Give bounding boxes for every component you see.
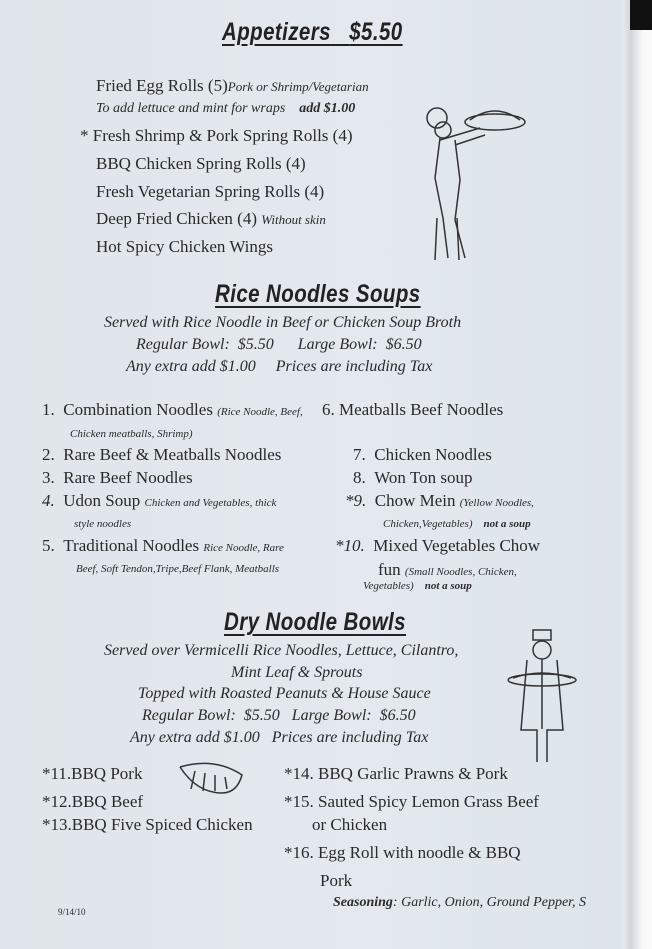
- soup-item: 5. Traditional Noodles Rice Noodle, Rare: [42, 536, 284, 555]
- seasoning-note: Seasoning: Garlic, Onion, Ground Pepper, S: [333, 895, 587, 910]
- dry-item: *14. BBQ Garlic Prawns & Pork: [284, 764, 508, 783]
- soup-item-note: Beef, Soft Tendon,Tripe,Beef Flank, Meatballs: [76, 563, 280, 575]
- dry-prices: Regular Bowl: $5.50 Large Bowl: $6.50: [142, 707, 416, 724]
- appetizer-item: Deep Fried Chicken (4) Without skin: [96, 209, 326, 228]
- soup-item-note: Vegetables) not a soup: [363, 580, 472, 592]
- soup-item: 8. Won Ton soup: [353, 468, 473, 487]
- page-edge: [622, 0, 652, 949]
- dry-item: *12.BBQ Beef: [42, 792, 144, 811]
- dry-item: or Chicken: [312, 815, 388, 834]
- date-stamp: 9/14/10: [58, 907, 86, 917]
- dry-item: Pork: [320, 871, 353, 890]
- appetizer-item: Fresh Vegetarian Spring Rolls (4): [96, 182, 325, 201]
- soup-item: 6. Meatballs Beef Noodles: [322, 400, 504, 419]
- soups-prices: Regular Bowl: $5.50 Large Bowl: $6.50: [136, 336, 422, 353]
- soup-item-note: style noodles: [74, 518, 132, 530]
- soups-extra: Any extra add $1.00 Prices are including Tax: [126, 358, 433, 375]
- soup-item: 2. Rare Beef & Meatballs Noodles: [42, 445, 282, 464]
- shrimp-illustration: [175, 757, 250, 797]
- soup-item: *10. Mixed Vegetables Chow: [335, 536, 541, 555]
- scan-corner: [630, 0, 652, 30]
- appetizer-item: BBQ Chicken Spring Rolls (4): [96, 154, 306, 173]
- appetizers-title: Appetizers $5.50: [222, 18, 403, 46]
- dry-title: Dry Noodle Bowls: [224, 608, 406, 636]
- soup-item: 3. Rare Beef Noodles: [42, 468, 193, 487]
- appetizer-item: To add lettuce and mint for wraps add $1.00: [96, 101, 356, 116]
- soup-item: 1. Combination Noodles (Rice Noodle, Beef,: [42, 400, 303, 419]
- chef-tray-illustration: [505, 628, 580, 768]
- soups-description: Served with Rice Noodle in Beef or Chicken Soup Broth: [104, 314, 462, 331]
- appetizer-item: Fried Egg Rolls (5)Pork or Shrimp/Vegetarian: [96, 76, 369, 95]
- soup-item-note: Chicken,Vegetables) not a soup: [383, 518, 531, 530]
- dry-item: *16. Egg Roll with noodle & BBQ: [284, 843, 521, 862]
- soup-item: 4. Udon Soup Chicken and Vegetables, thick: [42, 491, 277, 510]
- soups-title: Rice Noodles Soups: [215, 280, 421, 308]
- dry-topping: Topped with Roasted Peanuts & House Sauce: [138, 685, 431, 702]
- chef-waiter-illustration: [415, 100, 530, 265]
- soup-item: 7. Chicken Noodles: [353, 445, 492, 464]
- dry-description: Served over Vermicelli Rice Noodles, Lettuce, Cilantro,: [104, 642, 459, 659]
- dry-extra: Any extra add $1.00 Prices are including Tax: [130, 729, 429, 746]
- dry-item: *11.BBQ Pork: [42, 764, 143, 783]
- dry-description: Mint Leaf & Sprouts: [231, 664, 363, 681]
- soup-item: *9. Chow Mein (Yellow Noodles,: [345, 491, 534, 510]
- appetizer-item: * Fresh Shrimp & Pork Spring Rolls (4): [80, 126, 353, 145]
- dry-item: *15. Sauted Spicy Lemon Grass Beef: [284, 792, 539, 811]
- dry-item: *13.BBQ Five Spiced Chicken: [42, 815, 253, 834]
- appetizer-item: Hot Spicy Chicken Wings: [96, 237, 274, 256]
- soup-item-note: Chicken meatballs, Shrimp): [70, 428, 193, 440]
- soup-item: fun (Small Noodles, Chicken,: [378, 560, 517, 579]
